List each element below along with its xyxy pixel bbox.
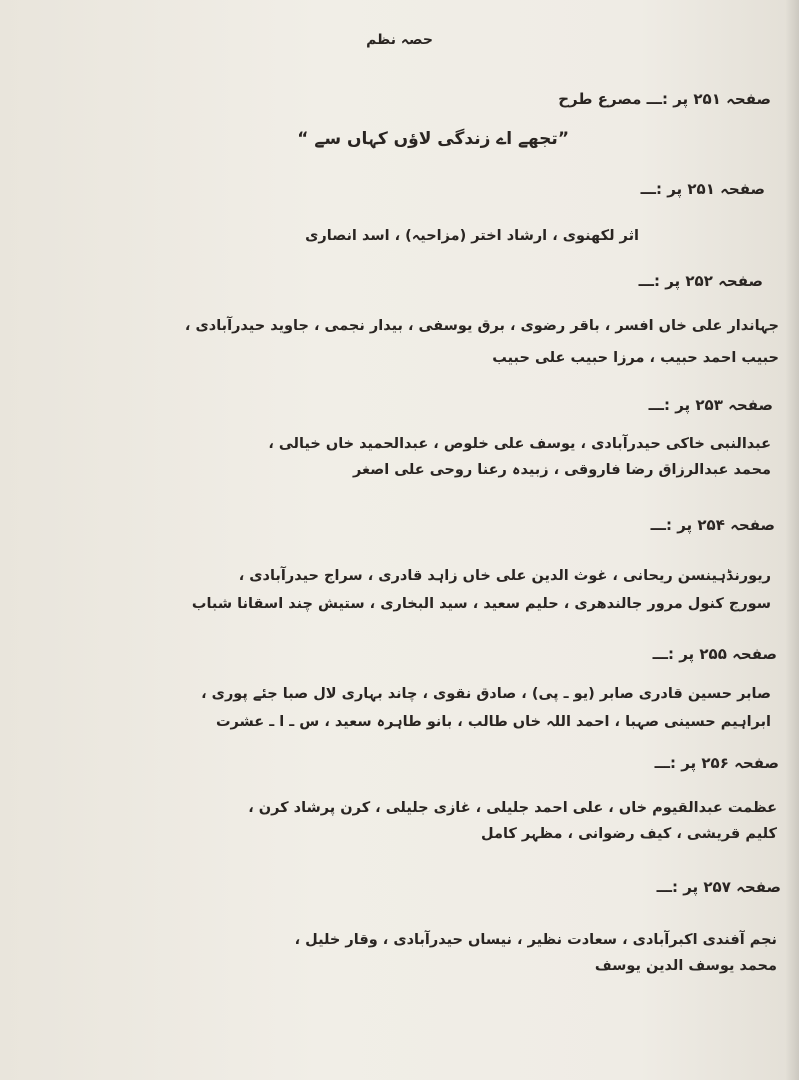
section-251-line-1: اثر لکھنوی ، ارشاد اختر (مزاحیہ) ، اسد انصاری <box>305 228 639 244</box>
section-254-line-2: سورج کنول مرور جالندھری ، حلیم سعید ، سید البخاری ، ستیش چند اسقانا شباب <box>191 596 771 612</box>
section-252-line-2: حبیب احمد حبیب ، مرزا حبیب علی حبیب <box>492 350 779 366</box>
section-252-line-1: جہاندار علی خاں افسر ، باقر رضوی ، برق یوسفی ، بیدار نجمی ، جاوید حیدرآبادی ، <box>184 318 779 334</box>
section-255-line-2: ابراہیم حسینی صہبا ، احمد اللہ خاں طالب ، بانو طاہرہ سعید ، س ـ ا ـ عشرت <box>215 714 771 730</box>
section-header-255: صفحہ ۲۵۵ پر :ـــ <box>652 645 777 663</box>
section-253-line-1: عبدالنبی خاکی حیدرآبادی ، یوسف علی خلوص ، عبدالحمید خاں خیالی ، <box>268 436 771 452</box>
section-header-253: صفحہ ۲۵۳ پر :ـــ <box>648 396 773 414</box>
section-257-line-2: محمد یوسف الدین یوسف <box>594 958 777 974</box>
section-header-256: صفحہ ۲۵۶ پر :ـــ <box>654 754 779 772</box>
page-title: حصہ نظم <box>366 32 433 48</box>
section-254-line-1: ریورنڈہینسن ریحانی ، غوث الدین علی خاں زاہد قادری ، سراج حیدرآبادی ، <box>238 568 771 584</box>
section-256-line-1: عظمت عبدالقیوم خاں ، علی احمد جلیلی ، غازی جلیلی ، کرن پرشاد کرن ، <box>248 800 777 816</box>
section-256-line-2: کلیم قریشی ، کیف رضوانی ، مظہر کامل <box>481 826 777 842</box>
section-253-line-2: محمد عبدالرزاق رضا فاروقی ، زبیدہ رعنا روحی علی اصغر <box>352 462 771 478</box>
section-header-251: صفحہ ۲۵۱ پر :ـــ <box>640 180 765 198</box>
misra-header: صفحہ ۲۵۱ پر :ـــ مصرع طرح <box>558 90 771 108</box>
misra-text: ”تجھے اے زندگی لاؤں کہاں سے “ <box>297 129 569 149</box>
section-header-257: صفحہ ۲۵۷ پر :ـــ <box>656 878 781 896</box>
section-255-line-1: صابر حسین قادری صابر (یو ـ پی) ، صادق نقوی ، چاند بہاری لال صبا جئے پوری ، <box>201 686 771 702</box>
section-header-254: صفحہ ۲۵۴ پر :ـــ <box>650 516 775 534</box>
section-header-252: صفحہ ۲۵۲ پر :ـــ <box>638 272 763 290</box>
section-257-line-1: نجم آفندی اکبرآبادی ، سعادت نظیر ، نیساں حیدرآبادی ، وقار خلیل ، <box>294 932 777 948</box>
